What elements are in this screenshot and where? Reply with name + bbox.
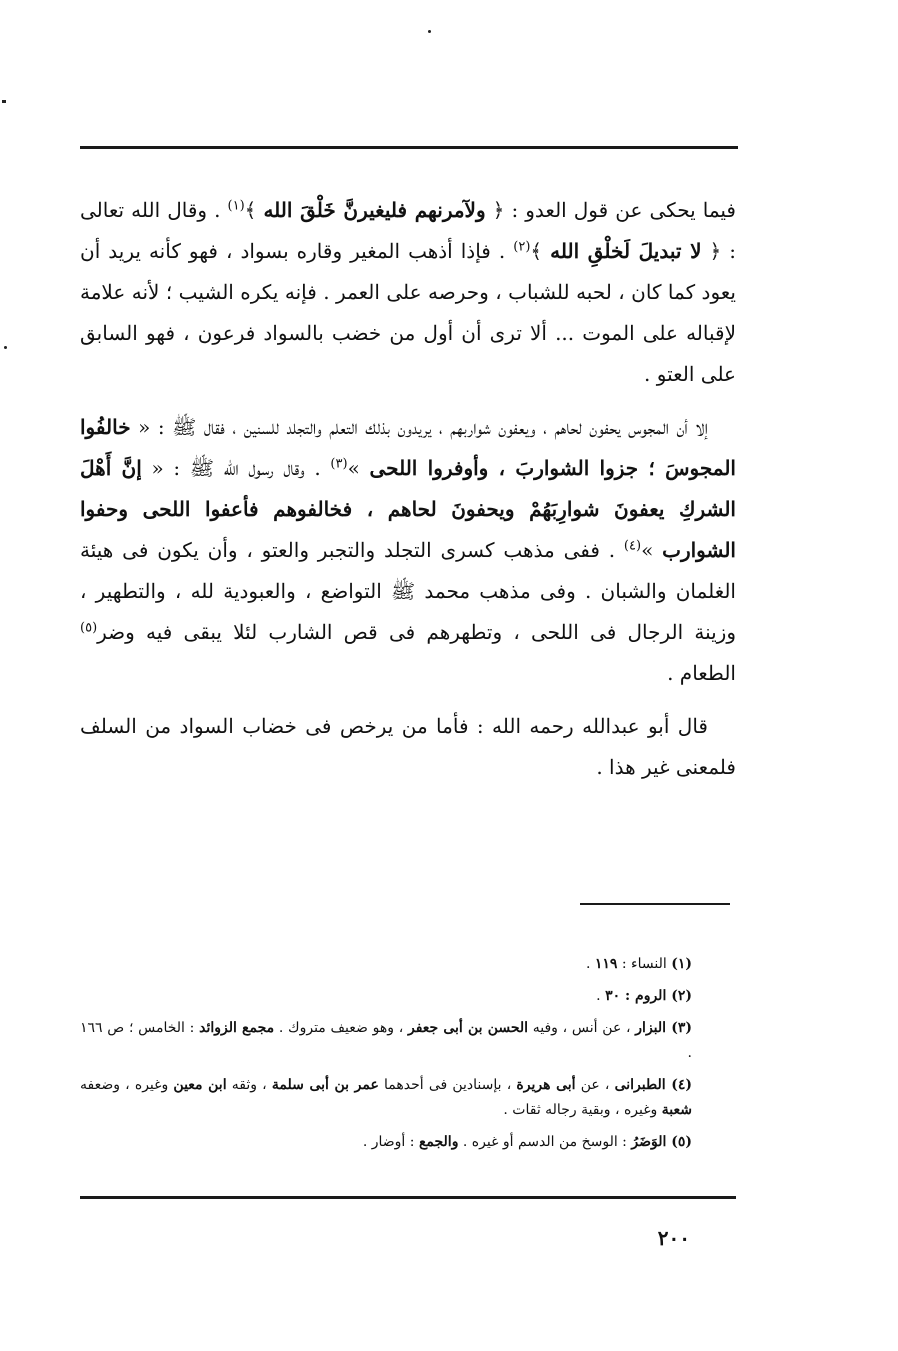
footnote-1 (80, 952, 736, 977)
header-rule (80, 146, 738, 149)
text-run: أبى هريرة (516, 1077, 576, 1093)
text-run: : أوضار . (362, 1134, 419, 1150)
text-run: : الوسخ من الدسم أو غيره . (458, 1134, 632, 1150)
text-run: النساء : (617, 956, 672, 972)
paragraph-1 (80, 190, 736, 395)
text-run: » (347, 456, 370, 480)
footnote-number: (٢) (671, 988, 692, 1004)
text-run: . وقال الله تعالى : ﴿ (80, 198, 737, 263)
scan-speck (4, 346, 7, 349)
main-text (80, 190, 736, 800)
footnote-ref: (٥) (80, 620, 98, 636)
text-run: الوَضَرُ (631, 1134, 672, 1150)
text-run: ، عن (575, 1077, 615, 1093)
paragraph-3 (80, 706, 736, 788)
footnote-ref: (٤) (623, 538, 642, 554)
text-run: وغيره ، وبقية رجاله ثقات . (503, 1102, 662, 1118)
footnote-3 (80, 1016, 736, 1066)
text-run: ١١٩ (594, 956, 618, 972)
text-run: شعبة (661, 1102, 692, 1118)
text-run: الطبرانى (614, 1077, 672, 1093)
text-run: ، بإسنادين فى أحدهما (378, 1077, 517, 1093)
text-run: الطعام . (667, 661, 736, 685)
text-run: البزار (635, 1020, 672, 1036)
text-run: . وقال رسول الله ﷺ : « (141, 456, 331, 480)
quran-quote: لا تبديلَ لَخلْقِ الله (550, 239, 702, 263)
footnote-number: (٤) (671, 1077, 693, 1093)
hadith-quote: إنَّ أَهْلَ الشركِ يعفونَ شوارِبَهُمْ ويحفونَ لحاهم ، فخالفوهم فأعفوا اللحى وحفوا الشوارب (80, 456, 736, 562)
text-run: » (641, 538, 663, 562)
footnote-4 (80, 1073, 736, 1123)
text-run: . (596, 988, 606, 1004)
text-run: والجمع (418, 1134, 459, 1150)
hadith-quote: خالفُوا المجوسَ ؛ جزوا الشواربَ ، وأوفروا اللحى (80, 415, 736, 480)
text-run: إلا أن المجوس يحفون لحاهم ، ويعفون شواربهم ، يريدون بذلك التعلم والتجلد للسنين ، فقال ﷺ : « (130, 415, 708, 439)
text-run: : الخامس ؛ ص ١٦٦ . (80, 1020, 692, 1061)
text-run: ﴾ (244, 198, 264, 222)
footnotes (80, 952, 736, 1162)
text-run: قال أبو عبدالله رحمه الله : فأما من يرخص فى خضاب السواد من السلف فلمعنى غير هذا . (80, 714, 736, 779)
footnote-ref: (١) (227, 198, 245, 214)
text-run: الحسن بن أبى جعفر (408, 1020, 529, 1036)
text-run: . ففى مذهب كسرى التجلد والتجبر والعتو ، وأن يكون فى هيئة الغلمان والشبان . وفى مذهب محمد ﷺ التواضع ، والعبودية لله ، والتطهير ، وزينة الرجال فى اللحى ، وتطهرهم فى قص الشارب لئلا يبقى فيه وضر (80, 538, 736, 644)
text-run: ، وهو ضعيف متروك . (274, 1020, 408, 1036)
footnote-number: (٥) (671, 1134, 692, 1150)
footnote-separator (580, 903, 730, 905)
page-number: ٢٠٠ (657, 1226, 690, 1250)
text-run: مجمع الزوائد (199, 1020, 275, 1036)
text-run: . فإذا أذهب المغير وقاره بسواد ، فهو كأنه يريد أن يعود كما كان ، لحبه للشباب ، وحرصه على العمر . فإنه يكره الشيب ؛ لأنه علامة لإقباله على الموت ... ألا ترى أن أول من خضب بالسواد فرعون ، فهو السابق على العتو . (80, 239, 736, 386)
text-run: ابن معين (173, 1077, 227, 1093)
text-run: الروم : ٣٠ (605, 988, 672, 1004)
text-run: وغيره ، وضعفه (80, 1077, 174, 1093)
text-run: ﴾ (530, 239, 551, 263)
text-run: . (585, 956, 595, 972)
scan-speck (2, 100, 6, 103)
text-run: ، وثقه (226, 1077, 272, 1093)
text-run: عمر بن أبى سلمة (271, 1077, 379, 1093)
footnote-2 (80, 984, 736, 1009)
paragraph-2 (80, 407, 736, 694)
footer-rule (80, 1196, 736, 1199)
footnote-ref: (٣) (330, 456, 348, 472)
scan-speck (428, 30, 431, 33)
footnote-5 (80, 1130, 736, 1155)
quran-quote: ولآمرنهم فليغيرنَّ خَلْقَ الله (263, 198, 486, 222)
text-run: ، عن أنس ، وفيه (528, 1020, 636, 1036)
footnote-number: (٣) (671, 1020, 692, 1036)
footnote-number: (١) (671, 956, 692, 972)
text-run: فيما يحكى عن قول العدو : ﴿ (485, 198, 736, 222)
footnote-ref: (٢) (513, 239, 531, 255)
